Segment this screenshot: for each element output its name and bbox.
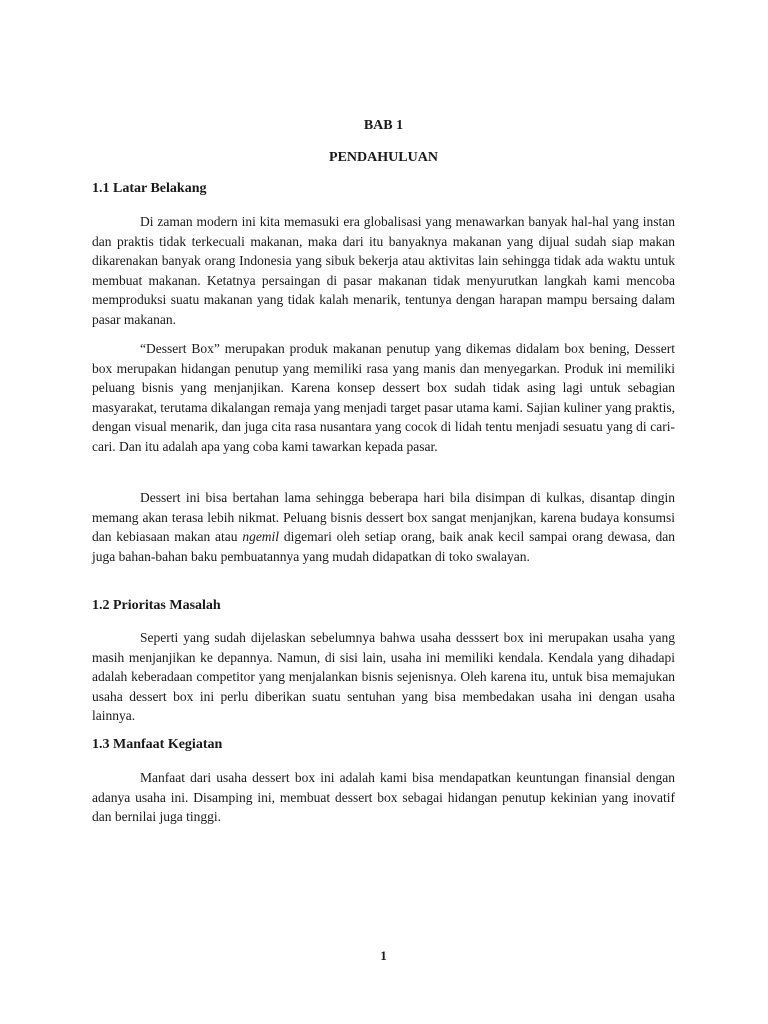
chapter-title: PENDAHULUAN [329,150,438,165]
paragraph-latar-belakang-1: Di zaman modern ini kita memasuki era globalisasi yang menawarkan banyak hal-hal yang instan dan praktis tidak terkecuali makanan, maka dari itu banyaknya makanan yang dijual sudah siap makan dikarenakan banyak orang Indonesia yang sibuk bekerja atau aktivitas lain sehingga tidak ada waktu untuk membuat makanan. Ketatnya persaingan di pasar makanan tidak menyurutkan langkah kami mencoba memproduksi suatu makanan yang tidak kalah menarik, tentunya dengan harapan mampu bersaing dalam pasar makanan. [92,214,675,327]
paragraph-latar-belakang-3 [92,488,675,566]
page-number: 1 [380,948,387,963]
paragraph-text: digemari oleh setiap orang, baik anak kecil sampai orang dewasa, dan juga bahan-bahan baku pembuatannya yang mudah didapatkan di toko swalayan. [92,529,675,564]
paragraph-manfaat-kegiatan: Manfaat dari usaha dessert box ini adalah kami bisa mendapatkan keuntungan finansial dengan adanya usaha ini. Disamping ini, membuat dessert box sebagai hidangan penutup kekinian yang inovatif dan bernilai juga tinggi. [92,770,675,825]
paragraph-latar-belakang-2: “Dessert Box” merupakan produk makanan penutup yang dikemas didalam box bening, Dessert box merupakan hidangan penutup yang memiliki rasa yang manis dan menyegarkan. Produk ini memiliki peluang bisnis yang menjanjikan. Karena konsep dessert box sudah tidak asing lagi untuk sebagian masyarakat, terutama dikalangan remaja yang menjadi target pasar utama kami. Sajian kuliner yang praktis, dengan visual menarik, dan juga cita rasa nusantara yang cocok di lidah tentu menjadi sesuatu yang di cari-cari. Dan itu adalah apa yang coba kami tawarkan kepada pasar. [92,341,675,454]
section-heading-latar-belakang: 1.1 Latar Belakang [92,181,207,196]
paragraph-prioritas-masalah: Seperti yang sudah dijelaskan sebelumnya bahwa usaha desssert box ini merupakan usaha yang masih menjanjikan ke depannya. Namun, di sisi lain, usaha ini memiliki kendala. Kendala yang dihadapi adalah keberadaan competitor yang menjalankan bisnis sejenisnya. Oleh karena itu, untuk bisa memajukan usaha dessert box ini perlu diberikan suatu sentuhan yang bisa membedakan usaha ini dengan usaha lainnya. [92,630,675,724]
chapter-number: BAB 1 [363,118,404,133]
section-heading-prioritas-masalah: 1.2 Prioritas Masalah [92,598,221,613]
section-heading-manfaat-kegiatan: 1.3 Manfaat Kegiatan [92,737,223,752]
paragraph-text: Dessert ini bisa bertahan lama sehingga beberapa hari bila disimpan di kulkas, disantap dingin memang akan terasa lebih nikmat. Peluang bisnis dessert box sangat menjanjkan, karena budaya konsumsi dan kebiasaan makan atau [92,490,675,545]
italic-term: ngemil [242,529,280,545]
